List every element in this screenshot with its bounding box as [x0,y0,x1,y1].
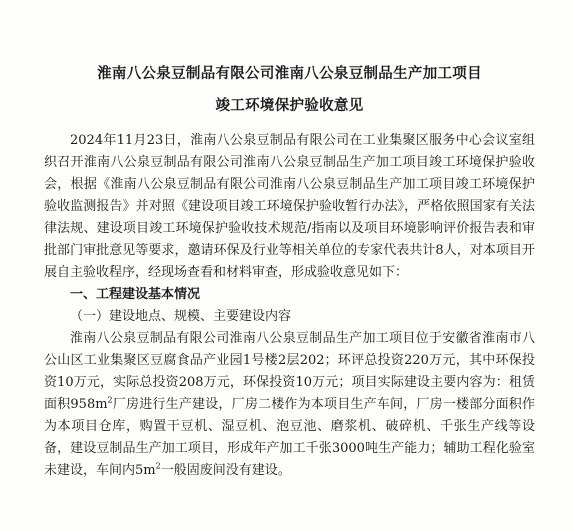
detail-text-part3: 一般固废间没有建设。 [160,463,291,478]
intro-paragraph: 2024年11月23日，淮南八公泉豆制品有限公司在工业集聚区服务中心会议室组织召开淮南八公泉豆制品有限公司淮南八公泉豆制品生产加工项目竣工环境保护验收会，根据《淮南八公泉豆制品有限公司淮南八公泉豆制品生产加工项目竣工环境保护验收监测报告》并对照《建设项目竣工环境保护验收暂行办法》，严格依照国家有关法律法规、建设项目竣工环境保护验收技术规范/指南以及项目环境影响评价报告表和审批部门审批意见等要求，邀请环保及行业等相关单位的专家代表共计8人，对本项目开展自主验收程序，经现场查看和材料审查，形成验收意见如下： [44,133,535,280]
subsection-heading-1: （一）建设地点、规模、主要建设内容 [70,309,292,324]
document-title-line2: 竣工环境保护验收意见 [215,97,364,114]
detail-paragraph [44,328,535,482]
area-unit-superscript-1: 2 [107,395,113,405]
document-title-line1: 淮南八公泉豆制品有限公司淮南八公泉豆制品生产加工项目 [97,65,482,82]
area-unit-superscript-2: 2 [155,461,161,471]
document-body [44,130,535,482]
detail-text-part1: 淮南八公泉豆制品有限公司淮南八公泉豆制品生产加工项目位于安徽省淮南市八公山区工业集聚区豆腐食品产业园1号楼2层202；环评总投资220万元，其中环保投资10万元，实际总投资208万元，环保投资10万元；项目实际建设主要内容为：租赁面积958m [44,331,535,412]
section-heading-1: 一、工程建设基本情况 [70,287,201,302]
detail-text-part2: 厂房进行生产建设，厂房二楼作为本项目生产车间，厂房一楼部分面积作为本项目仓库，购置干豆机、湿豆机、泡豆池、磨浆机、破碎机、千张生产线等设备，建设豆制品生产加工项目，形成年产加工千张3000吨生产能力；辅助工程化验室未建设，车间内5m [44,397,535,478]
